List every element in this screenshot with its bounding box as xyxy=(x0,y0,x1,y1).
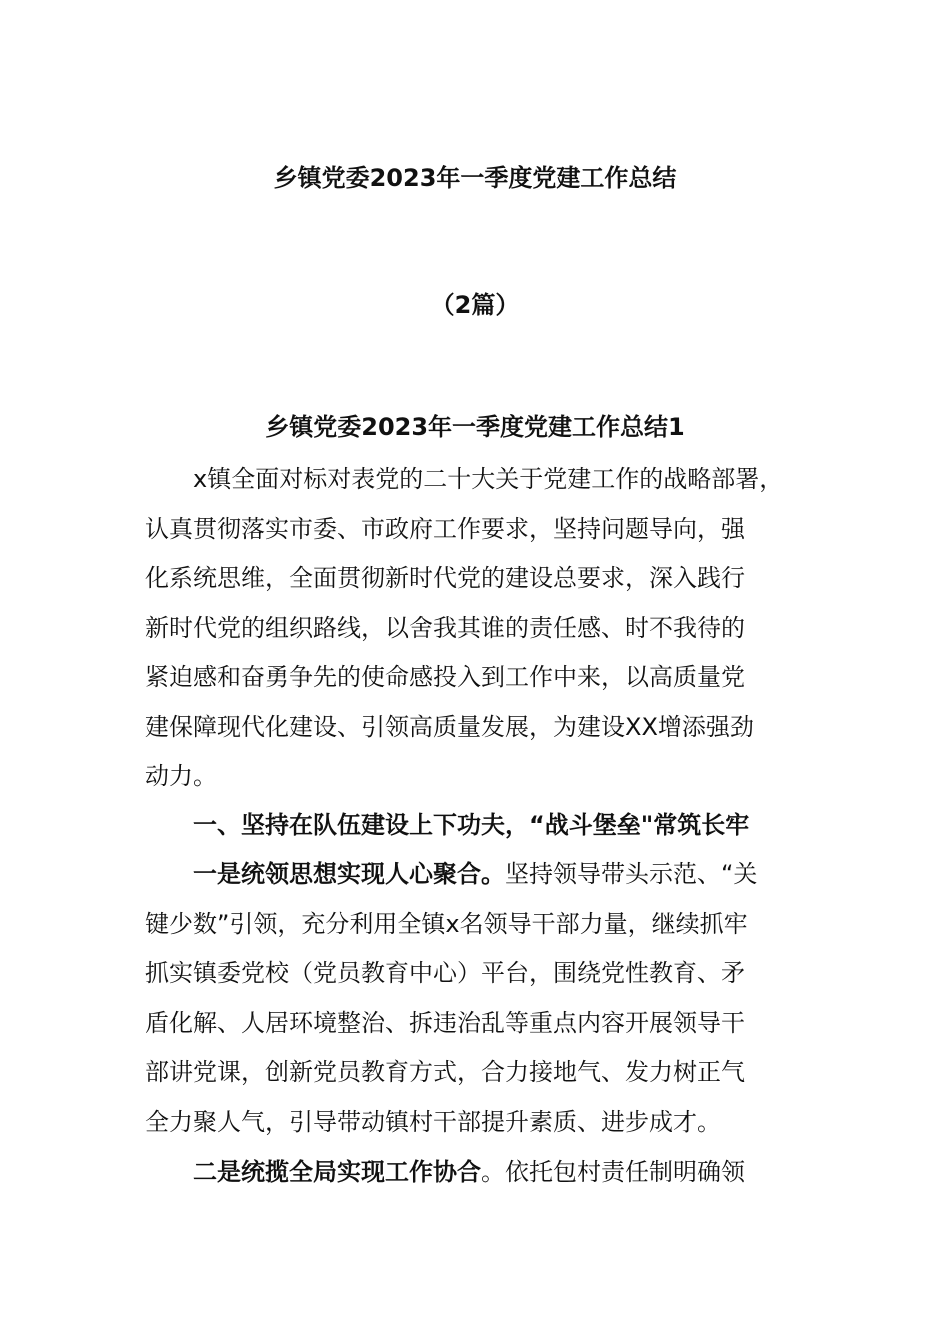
paragraph-line: 紧迫感和奋勇争先的使命感投入到工作中来，以高质量党 xyxy=(145,663,745,691)
paragraph-line: 键少数”引领，充分利用全镇x名领导干部力量，继续抓牢 xyxy=(145,909,748,938)
paragraph-line: 建保障现代化建设、引领高质量发展，为建设XX增添强劲 xyxy=(145,712,754,741)
section-title: 乡镇党委2023年一季度党建工作总结1 xyxy=(265,413,685,441)
paragraph-lead-rest: 坚持领导带头示范、“关 xyxy=(505,860,758,888)
paragraph-line: 化系统思维，全面贯彻新时代党的建设总要求，深入践行 xyxy=(145,564,745,592)
document-main-title: 乡镇党委2023年一季度党建工作总结 xyxy=(273,164,677,192)
paragraph-intro xyxy=(145,455,815,802)
document-subtitle: （2篇） xyxy=(430,291,520,319)
paragraph-line-first xyxy=(145,1148,815,1198)
paragraph-line: 动力。 xyxy=(145,762,217,790)
section-heading-1 xyxy=(145,801,815,851)
paragraph-point-2 xyxy=(145,1148,815,1198)
paragraph-line: 全力聚人气，引导带动镇村干部提升素质、进步成才。 xyxy=(145,1107,721,1136)
paragraph-line: 抓实镇委党校（党员教育中心）平台，围绕党性教育、矛 xyxy=(145,959,745,987)
paragraph-lead: 一是统领思想实现人心聚合。 xyxy=(193,860,505,888)
paragraph-line: 新时代党的组织路线，以舍我其谁的责任感、时不我待的 xyxy=(145,613,745,642)
heading-line: 一、坚持在队伍建设上下功夫，“战斗堡垒"常筑长牢 xyxy=(193,811,750,839)
paragraph-line: 盾化解、人居环境整治、拆违治乱等重点内容开展领导干 xyxy=(145,1008,745,1037)
paragraph-lead-rest: 。依托包村责任制明确领 xyxy=(481,1158,745,1186)
paragraph-line: x镇全面对标对表党的二十大关于党建工作的战略部署， xyxy=(193,465,784,493)
paragraph-lead: 二是统揽全局实现工作协合 xyxy=(193,1158,481,1186)
paragraph-line: 部讲党课，创新党员教育方式，合力接地气、发力树正气 xyxy=(145,1058,745,1086)
paragraph-line-first xyxy=(145,850,815,900)
paragraph-line: 认真贯彻落实市委、市政府工作要求，坚持问题导向，强 xyxy=(145,514,745,543)
paragraph-point-1 xyxy=(145,850,815,1147)
